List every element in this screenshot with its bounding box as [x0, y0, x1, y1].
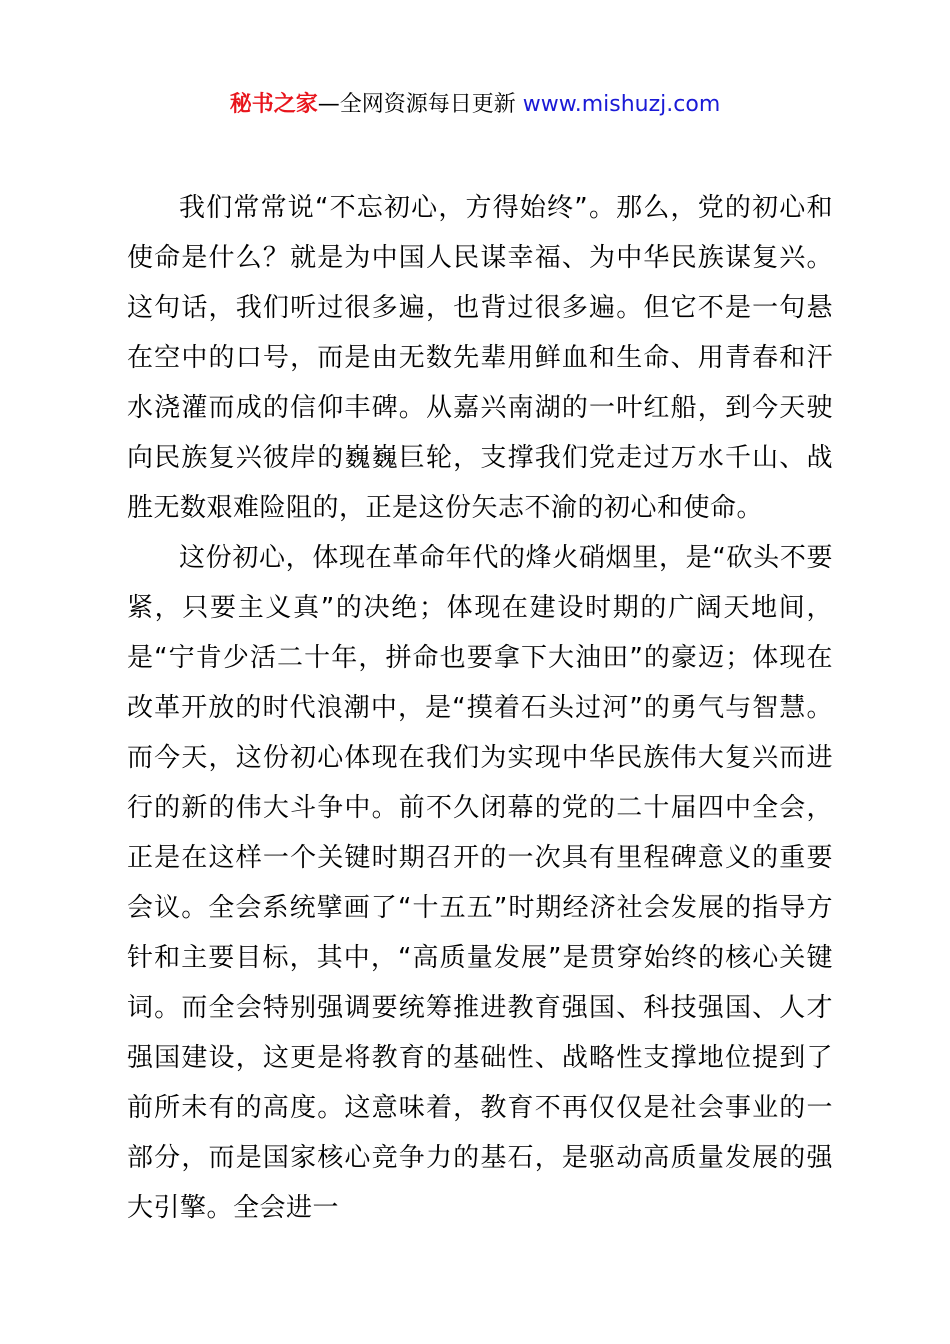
paragraph: 我们常常说“不忘初心，方得始终”。那么，党的初心和使命是什么？就是为中国人民谋幸福、为中华民族谋复兴。这句话，我们听过很多遍，也背过很多遍。但它不是一句悬在空中的口号，而是由无数先辈用鲜血和生命、用青春和汗水浇灌而成的信仰丰碑。从嘉兴南湖的一叶红船，到今天驶向民族复兴彼岸的巍巍巨轮，支撑我们党走过万水千山、战胜无数艰难险阻的，正是这份矢志不渝的初心和使命。: [127, 193, 833, 523]
article-body: [127, 183, 833, 1233]
website-link[interactable]: www.mishuzj.com: [522, 92, 721, 117]
brand-name: 秘书之家: [229, 92, 318, 117]
header-tagline: —全网资源每日更新: [317, 92, 516, 117]
paragraph: 这份初心，体现在革命年代的烽火硝烟里，是“砍头不要紧，只要主义真”的决绝；体现在建设时期的广阔天地间，是“宁肯少活二十年，拼命也要拿下大油田”的豪迈；体现在改革开放的时代浪潮中，是“摸着石头过河”的勇气与智慧。而今天，这份初心体现在我们为实现中华民族伟大复兴而进行的新的伟大斗争中。前不久闭幕的党的二十届四中全会，正是在这样一个关键时期召开的一次具有里程碑意义的重要会议。全会系统擘画了“十五五”时期经济社会发展的指导方针和主要目标，其中，“高质量发展”是贯穿始终的核心关键词。而全会特别强调要统筹推进教育强国、科技强国、人才强国建设，这更是将教育的基础性、战略性支撑地位提到了前所未有的高度。这意味着，教育不再仅仅是社会事业的一部分，而是国家核心竞争力的基石，是驱动高质量发展的强大引擎。全会进一: [127, 543, 833, 1223]
page-header: [0, 88, 950, 122]
